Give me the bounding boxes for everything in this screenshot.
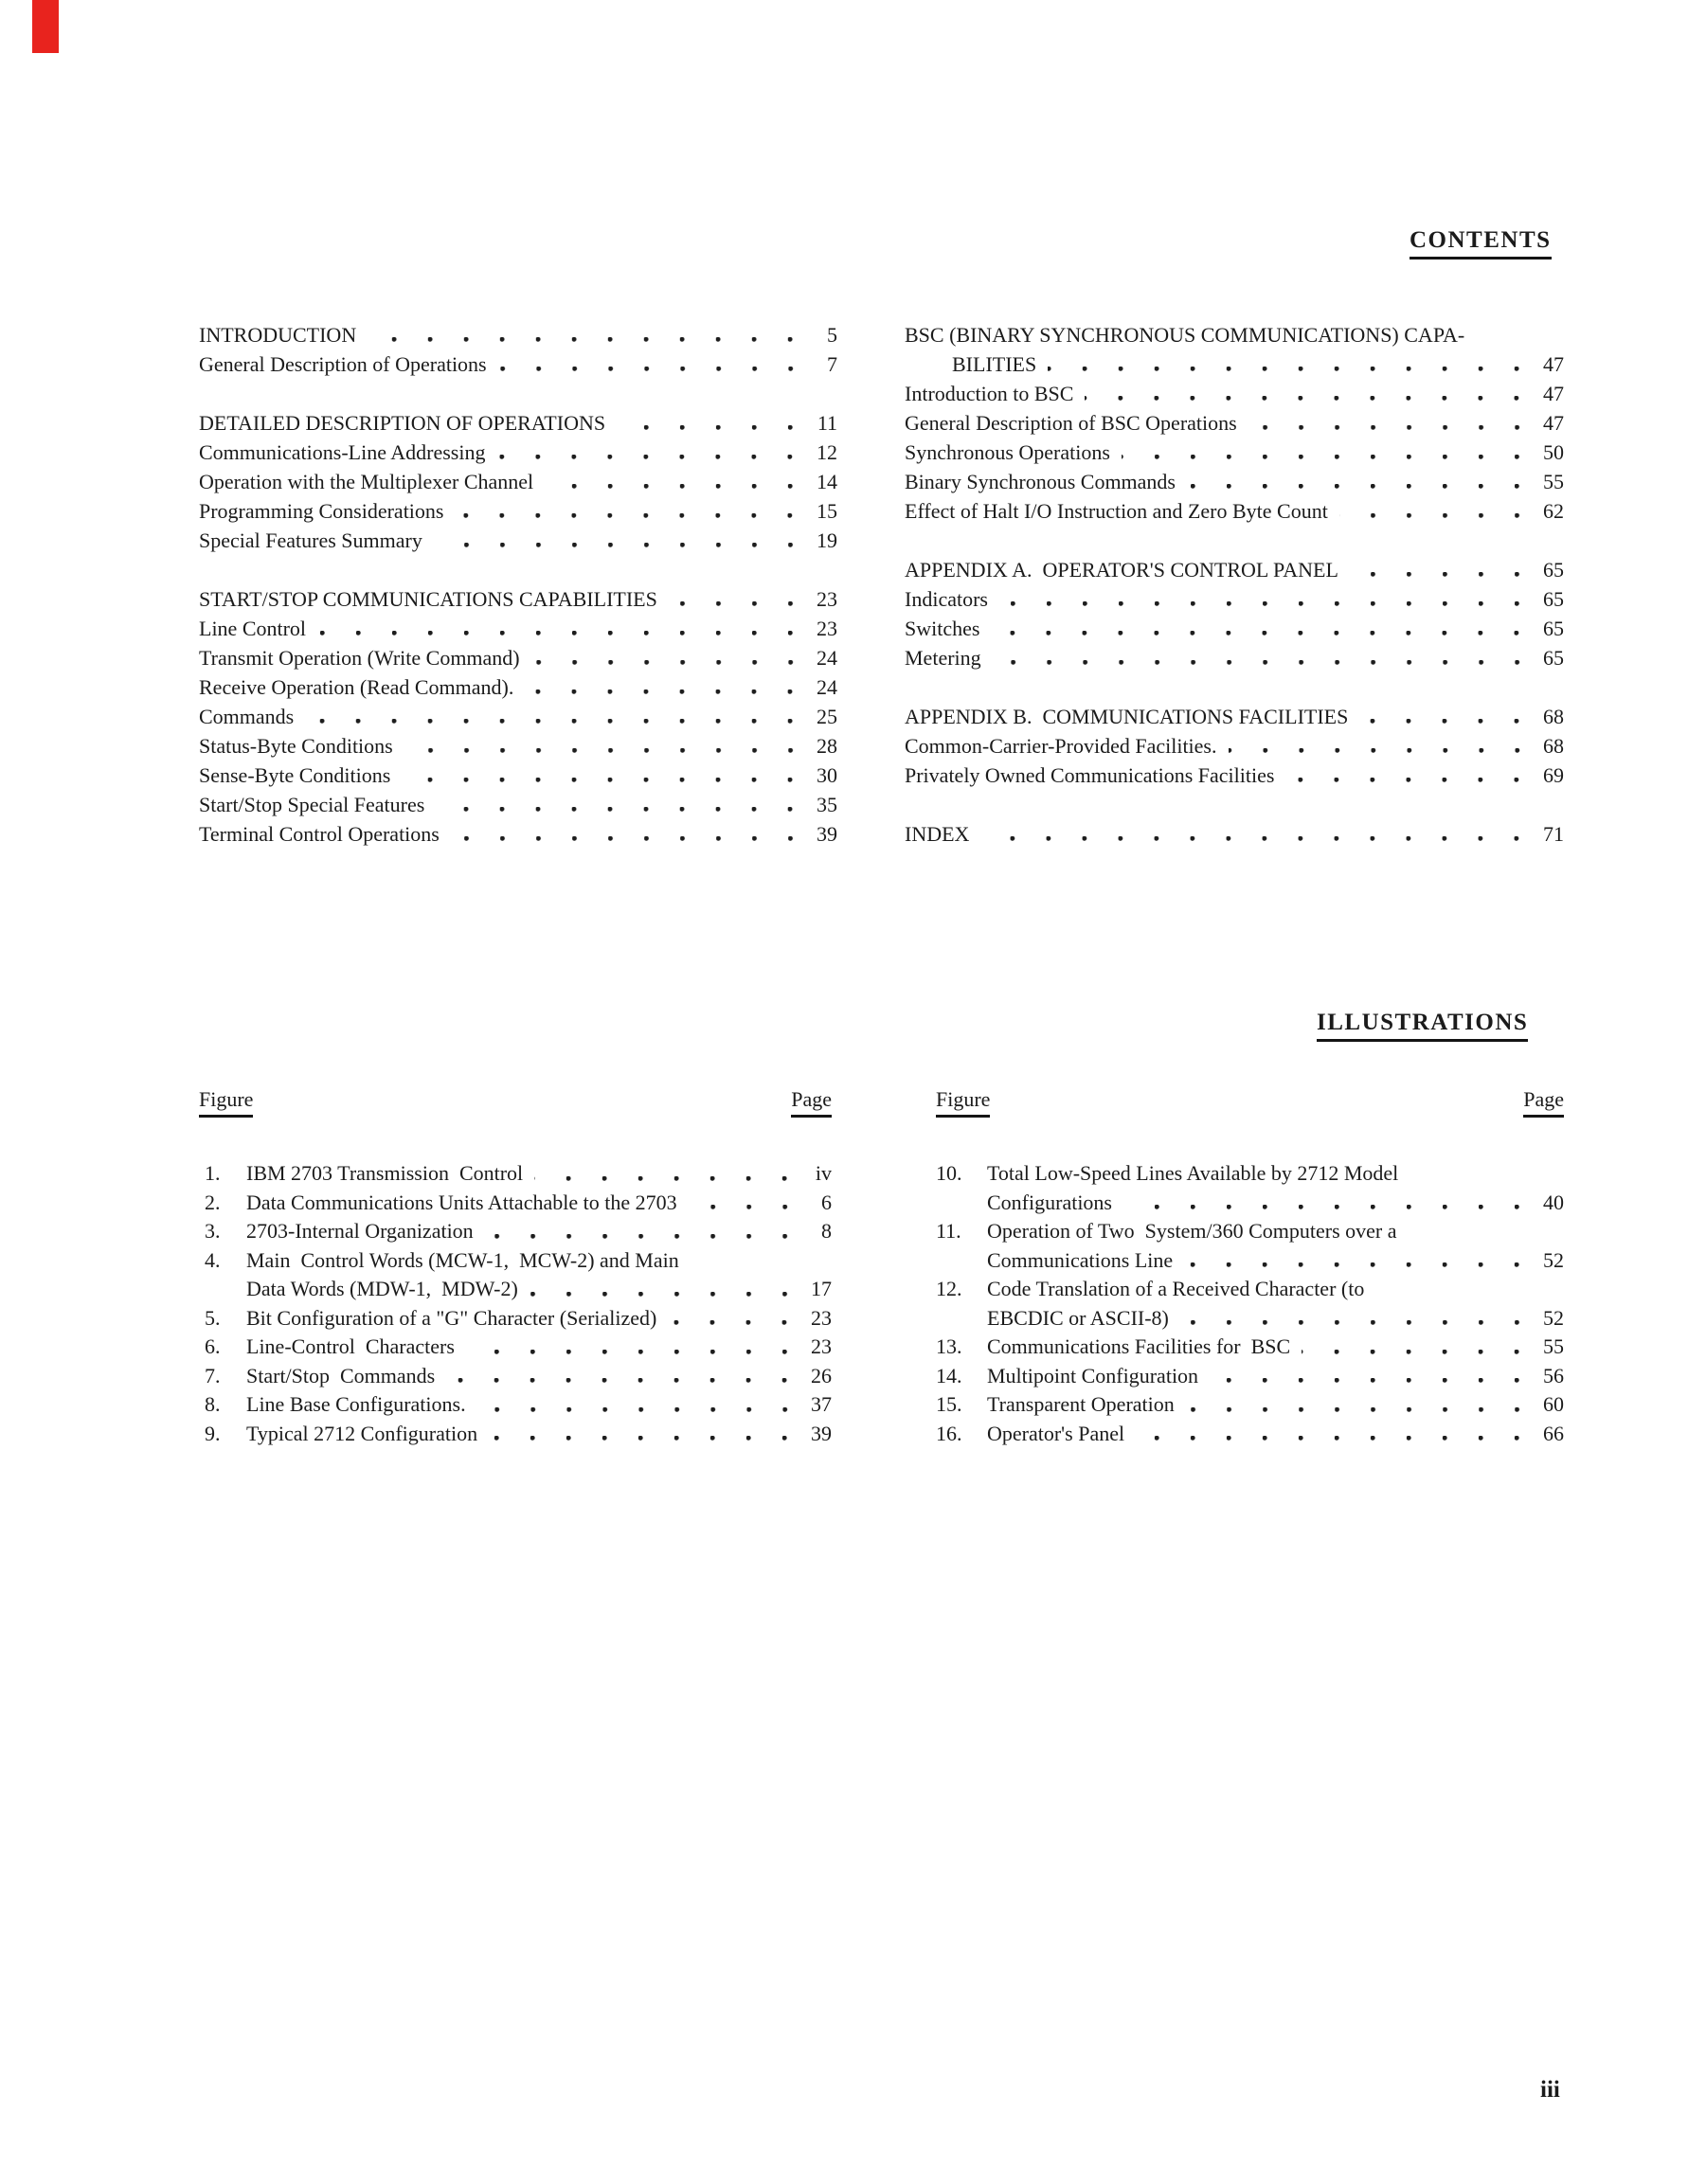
toc-entry [199,672,837,702]
entry-title: Start/Stop Special Features [199,793,425,816]
toc-entry [905,555,1564,584]
toc-entry [199,643,837,672]
figure-number: 2. [205,1190,221,1214]
figure-number: 15. [936,1392,962,1416]
figure-number: 16. [936,1421,962,1445]
figure-number: 6. [205,1334,221,1358]
figure-title-continued: Data Words (MDW-1, MDW-2) [246,1277,518,1300]
entry-page: 62 [1543,499,1564,523]
dot-leader [436,790,794,819]
dot-leader [1048,349,1520,379]
entry-title: Sense-Byte Conditions [199,763,391,787]
figure-number: 7. [205,1363,221,1387]
entry-title: Commands [199,705,295,728]
dot-leader [617,408,794,438]
dot-leader [1285,761,1520,790]
entry-page: 26 [811,1363,832,1387]
figure-entry [205,1333,832,1362]
entry-page: 65 [1543,646,1564,670]
figure-number: 5. [205,1305,221,1330]
toc-entry [905,408,1564,438]
entry-title: INTRODUCTION [199,323,357,347]
entry-page: 14 [817,470,837,493]
entry-title: START/STOP COMMUNICATIONS CAPABILITIES [199,587,657,611]
entry-page: 66 [1543,1421,1564,1445]
figure-number: 13. [936,1334,962,1358]
entry-title: Transmit Operation (Write Command) [199,646,520,670]
figure-title: Main Control Words (MCW-1, MCW-2) and Main [246,1247,679,1272]
toc-entry [905,320,1564,349]
toc-entry [199,349,837,379]
figure-entry-continuation [205,1275,832,1304]
dot-leader [993,643,1520,672]
entry-page: 65 [1543,617,1564,640]
entry-title: Introduction to BSC [905,382,1074,405]
figure-entry-continuation [936,1246,1564,1276]
dot-leader [498,349,794,379]
figure-title: Bit Configuration of a "G" Character (Serialized) [246,1305,657,1330]
entry-title: Line Control [199,617,307,640]
entry-page: 25 [817,705,837,728]
entry-page: 39 [817,822,837,846]
toc-entry [199,790,837,819]
entry-page: 55 [1543,470,1564,493]
entry-title: Operation with the Multiplexer Channel [199,470,534,493]
entry-title: Binary Synchronous Commands [905,470,1176,493]
dot-leader [1248,408,1520,438]
entry-title: Metering [905,646,981,670]
figure-entry [936,1390,1564,1420]
figure-entry [205,1246,832,1276]
toc-entry [199,467,837,496]
figure-number: 9. [205,1421,221,1445]
dot-leader [368,320,794,349]
figure-number: 14. [936,1363,962,1387]
figure-column-label: Figure [199,1087,253,1118]
figure-list-header-right [936,1087,1564,1118]
entry-page: 6 [821,1190,832,1214]
illustrations-right-column [936,1159,1564,1448]
entry-page: 60 [1543,1392,1564,1416]
entry-page: 68 [1543,734,1564,758]
dot-leader [530,1275,788,1304]
entry-page: 7 [827,352,837,376]
toc-entry [905,702,1564,731]
toc-entry [199,614,837,643]
entry-title: General Description of BSC Operations [905,411,1237,435]
figure-entry [936,1217,1564,1246]
page-column-label: Page [1523,1087,1564,1118]
dot-leader [477,1390,788,1420]
dot-leader [999,584,1520,614]
dot-leader [1184,1246,1520,1276]
figure-entry [205,1159,832,1189]
dot-leader [531,643,794,672]
figure-title: Multipoint Configuration [987,1363,1199,1387]
dot-leader [451,819,794,849]
dot-leader [1210,1362,1520,1391]
figure-number: 3. [205,1219,221,1243]
dot-leader [668,1304,788,1334]
toc-entry [199,731,837,761]
toc-entry [905,614,1564,643]
dot-leader [455,496,794,526]
dot-leader [991,614,1520,643]
dot-leader [434,526,794,555]
toc-entry [905,643,1564,672]
dot-leader [1187,467,1520,496]
entry-page: 24 [817,646,837,670]
illustrations-left-column [205,1159,832,1448]
entry-page: 19 [817,528,837,552]
toc-entry [905,731,1564,761]
entry-page: 39 [811,1421,832,1445]
dot-leader [1302,1333,1520,1362]
figure-title: Communications Facilities for BSC [987,1334,1291,1358]
dot-leader [485,1217,788,1246]
figure-entry [205,1420,832,1449]
figure-entry [936,1362,1564,1391]
page-column-label: Page [791,1087,832,1118]
figure-title-continued: Configurations [987,1190,1112,1214]
entry-page: 28 [817,734,837,758]
entry-title: BSC (BINARY SYNCHRONOUS COMMUNICATIONS) CAPA- [905,323,1465,347]
entry-page: 23 [811,1305,832,1330]
figure-entry-continuation [936,1189,1564,1218]
entry-page: 35 [817,793,837,816]
entry-title: Privately Owned Communications Facilities [905,763,1275,787]
entry-page: 30 [817,763,837,787]
entry-title: Special Features Summary [199,528,422,552]
entry-title: Indicators [905,587,988,611]
entry-page: 24 [817,675,837,699]
section-gap [199,555,837,584]
section-gap [905,672,1564,702]
figure-title: Total Low-Speed Lines Available by 2712 Model [987,1161,1399,1185]
red-corner-mark [32,0,59,53]
entry-title: APPENDIX B. COMMUNICATIONS FACILITIES [905,705,1349,728]
entry-page: iv [815,1161,832,1185]
dot-leader [446,1362,788,1391]
figure-title: 2703-Internal Organization [246,1219,474,1243]
figure-title: Start/Stop Commands [246,1363,436,1387]
dot-leader [489,1420,788,1449]
entry-title: Synchronous Operations [905,440,1110,464]
entry-page: 23 [811,1334,832,1358]
figure-entry [205,1362,832,1391]
entry-page: 65 [1543,587,1564,611]
entry-page: 23 [817,587,837,611]
toc-entry [905,761,1564,790]
contents-heading: CONTENTS [1410,227,1552,260]
dot-leader [980,819,1520,849]
toc-entry [905,584,1564,614]
figure-title: Operator's Panel [987,1421,1125,1445]
toc-entry [199,408,837,438]
dot-leader [317,614,794,643]
dot-leader [1339,496,1520,526]
figure-entry [936,1159,1564,1189]
dot-leader [1123,1189,1520,1218]
dot-leader [1186,1390,1520,1420]
figure-entry [205,1217,832,1246]
toc-entry [905,819,1564,849]
entry-title: INDEX [905,822,970,846]
contents-right-column [905,320,1564,849]
toc-entry [199,761,837,790]
dot-leader [689,1189,788,1218]
entry-page: 12 [817,440,837,464]
entry-title: Communications-Line Addressing [199,440,486,464]
figure-entry [936,1275,1564,1304]
entry-title: Switches [905,617,980,640]
entry-title: Receive Operation (Read Command). [199,675,514,699]
section-gap [905,526,1564,555]
entry-page: 56 [1543,1363,1564,1387]
figure-number: 12. [936,1277,962,1300]
toc-entry [905,379,1564,408]
dot-leader [1350,555,1520,584]
dot-leader [1359,702,1520,731]
figure-title: Data Communications Units Attachable to the 2703 [246,1190,677,1214]
dot-leader [1122,438,1520,467]
figure-entry [936,1420,1564,1449]
figure-number: 4. [205,1247,221,1272]
entry-page: 17 [811,1277,832,1300]
entry-page: 65 [1543,558,1564,582]
entry-title: Programming Considerations [199,499,444,523]
entry-page: 11 [817,411,837,435]
entry-page: 5 [827,323,837,347]
entry-page: 68 [1543,705,1564,728]
entry-title: Common-Carrier-Provided Facilities. [905,734,1217,758]
figure-title: Line-Control Characters [246,1334,455,1358]
entry-title: General Description of Operations [199,352,487,376]
figure-number: 11. [936,1219,961,1243]
dot-leader [496,438,794,467]
entry-title: Terminal Control Operations [199,822,440,846]
entry-page: 52 [1543,1247,1564,1272]
section-gap [199,379,837,408]
dot-leader [669,584,794,614]
entry-title: Status-Byte Conditions [199,734,393,758]
toc-entry [199,584,837,614]
entry-page: 40 [1543,1190,1564,1214]
figure-title: Line Base Configurations. [246,1392,466,1416]
entry-page: 71 [1543,822,1564,846]
dot-leader [1229,731,1521,761]
figure-title: Operation of Two System/360 Computers over a [987,1219,1397,1243]
entry-page: 69 [1543,763,1564,787]
figure-title-continued: Communications Line [987,1247,1174,1272]
dot-leader [402,761,794,790]
toc-entry [199,702,837,731]
entry-page: 15 [817,499,837,523]
figure-entry [205,1189,832,1218]
entry-page: 47 [1543,352,1564,376]
dot-leader [1085,379,1520,408]
entry-page: 23 [817,617,837,640]
dot-leader [305,702,794,731]
toc-entry [905,438,1564,467]
entry-page: 37 [811,1392,832,1416]
dot-leader [466,1333,788,1362]
figure-entry [205,1390,832,1420]
dot-leader [1180,1304,1520,1334]
figure-entry [936,1333,1564,1362]
toc-entry [199,496,837,526]
entry-title: DETAILED DESCRIPTION OF OPERATIONS [199,411,606,435]
illustrations-heading: ILLUSTRATIONS [1317,1010,1528,1042]
dot-leader [525,672,794,702]
figure-entry [205,1304,832,1334]
figure-entry-continuation [936,1304,1564,1334]
contents-left-column [199,320,837,849]
figure-list-header-left [199,1087,832,1118]
figure-title: Transparent Operation [987,1392,1175,1416]
figure-title-continued: EBCDIC or ASCII-8) [987,1305,1169,1330]
figure-title: IBM 2703 Transmission Control [246,1161,524,1185]
dot-leader [404,731,794,761]
figure-number: 10. [936,1161,962,1185]
toc-entry [199,526,837,555]
entry-page: 8 [821,1219,832,1243]
entry-page: 50 [1543,440,1564,464]
figure-number: 1. [205,1161,221,1185]
toc-entry [199,438,837,467]
figure-column-label: Figure [936,1087,990,1118]
toc-entry [905,467,1564,496]
toc-entry [905,349,1564,379]
entry-title: APPENDIX A. OPERATOR'S CONTROL PANEL [905,558,1338,582]
figure-title: Typical 2712 Configuration [246,1421,478,1445]
toc-entry [905,496,1564,526]
entry-page: 47 [1543,411,1564,435]
dot-leader [1136,1420,1520,1449]
entry-title: BILITIES [952,352,1037,376]
dot-leader [545,467,794,496]
figure-title: Code Translation of a Received Character (to [987,1277,1365,1300]
toc-entry [199,320,837,349]
entry-page: 55 [1543,1334,1564,1358]
toc-entry [199,819,837,849]
entry-page: 52 [1543,1305,1564,1330]
entry-title: Effect of Halt I/O Instruction and Zero Byte Count [905,499,1328,523]
figure-number: 8. [205,1392,221,1416]
page-number: iii [1540,2077,1560,2103]
entry-page: 47 [1543,382,1564,405]
dot-leader [534,1159,788,1189]
section-gap [905,790,1564,819]
